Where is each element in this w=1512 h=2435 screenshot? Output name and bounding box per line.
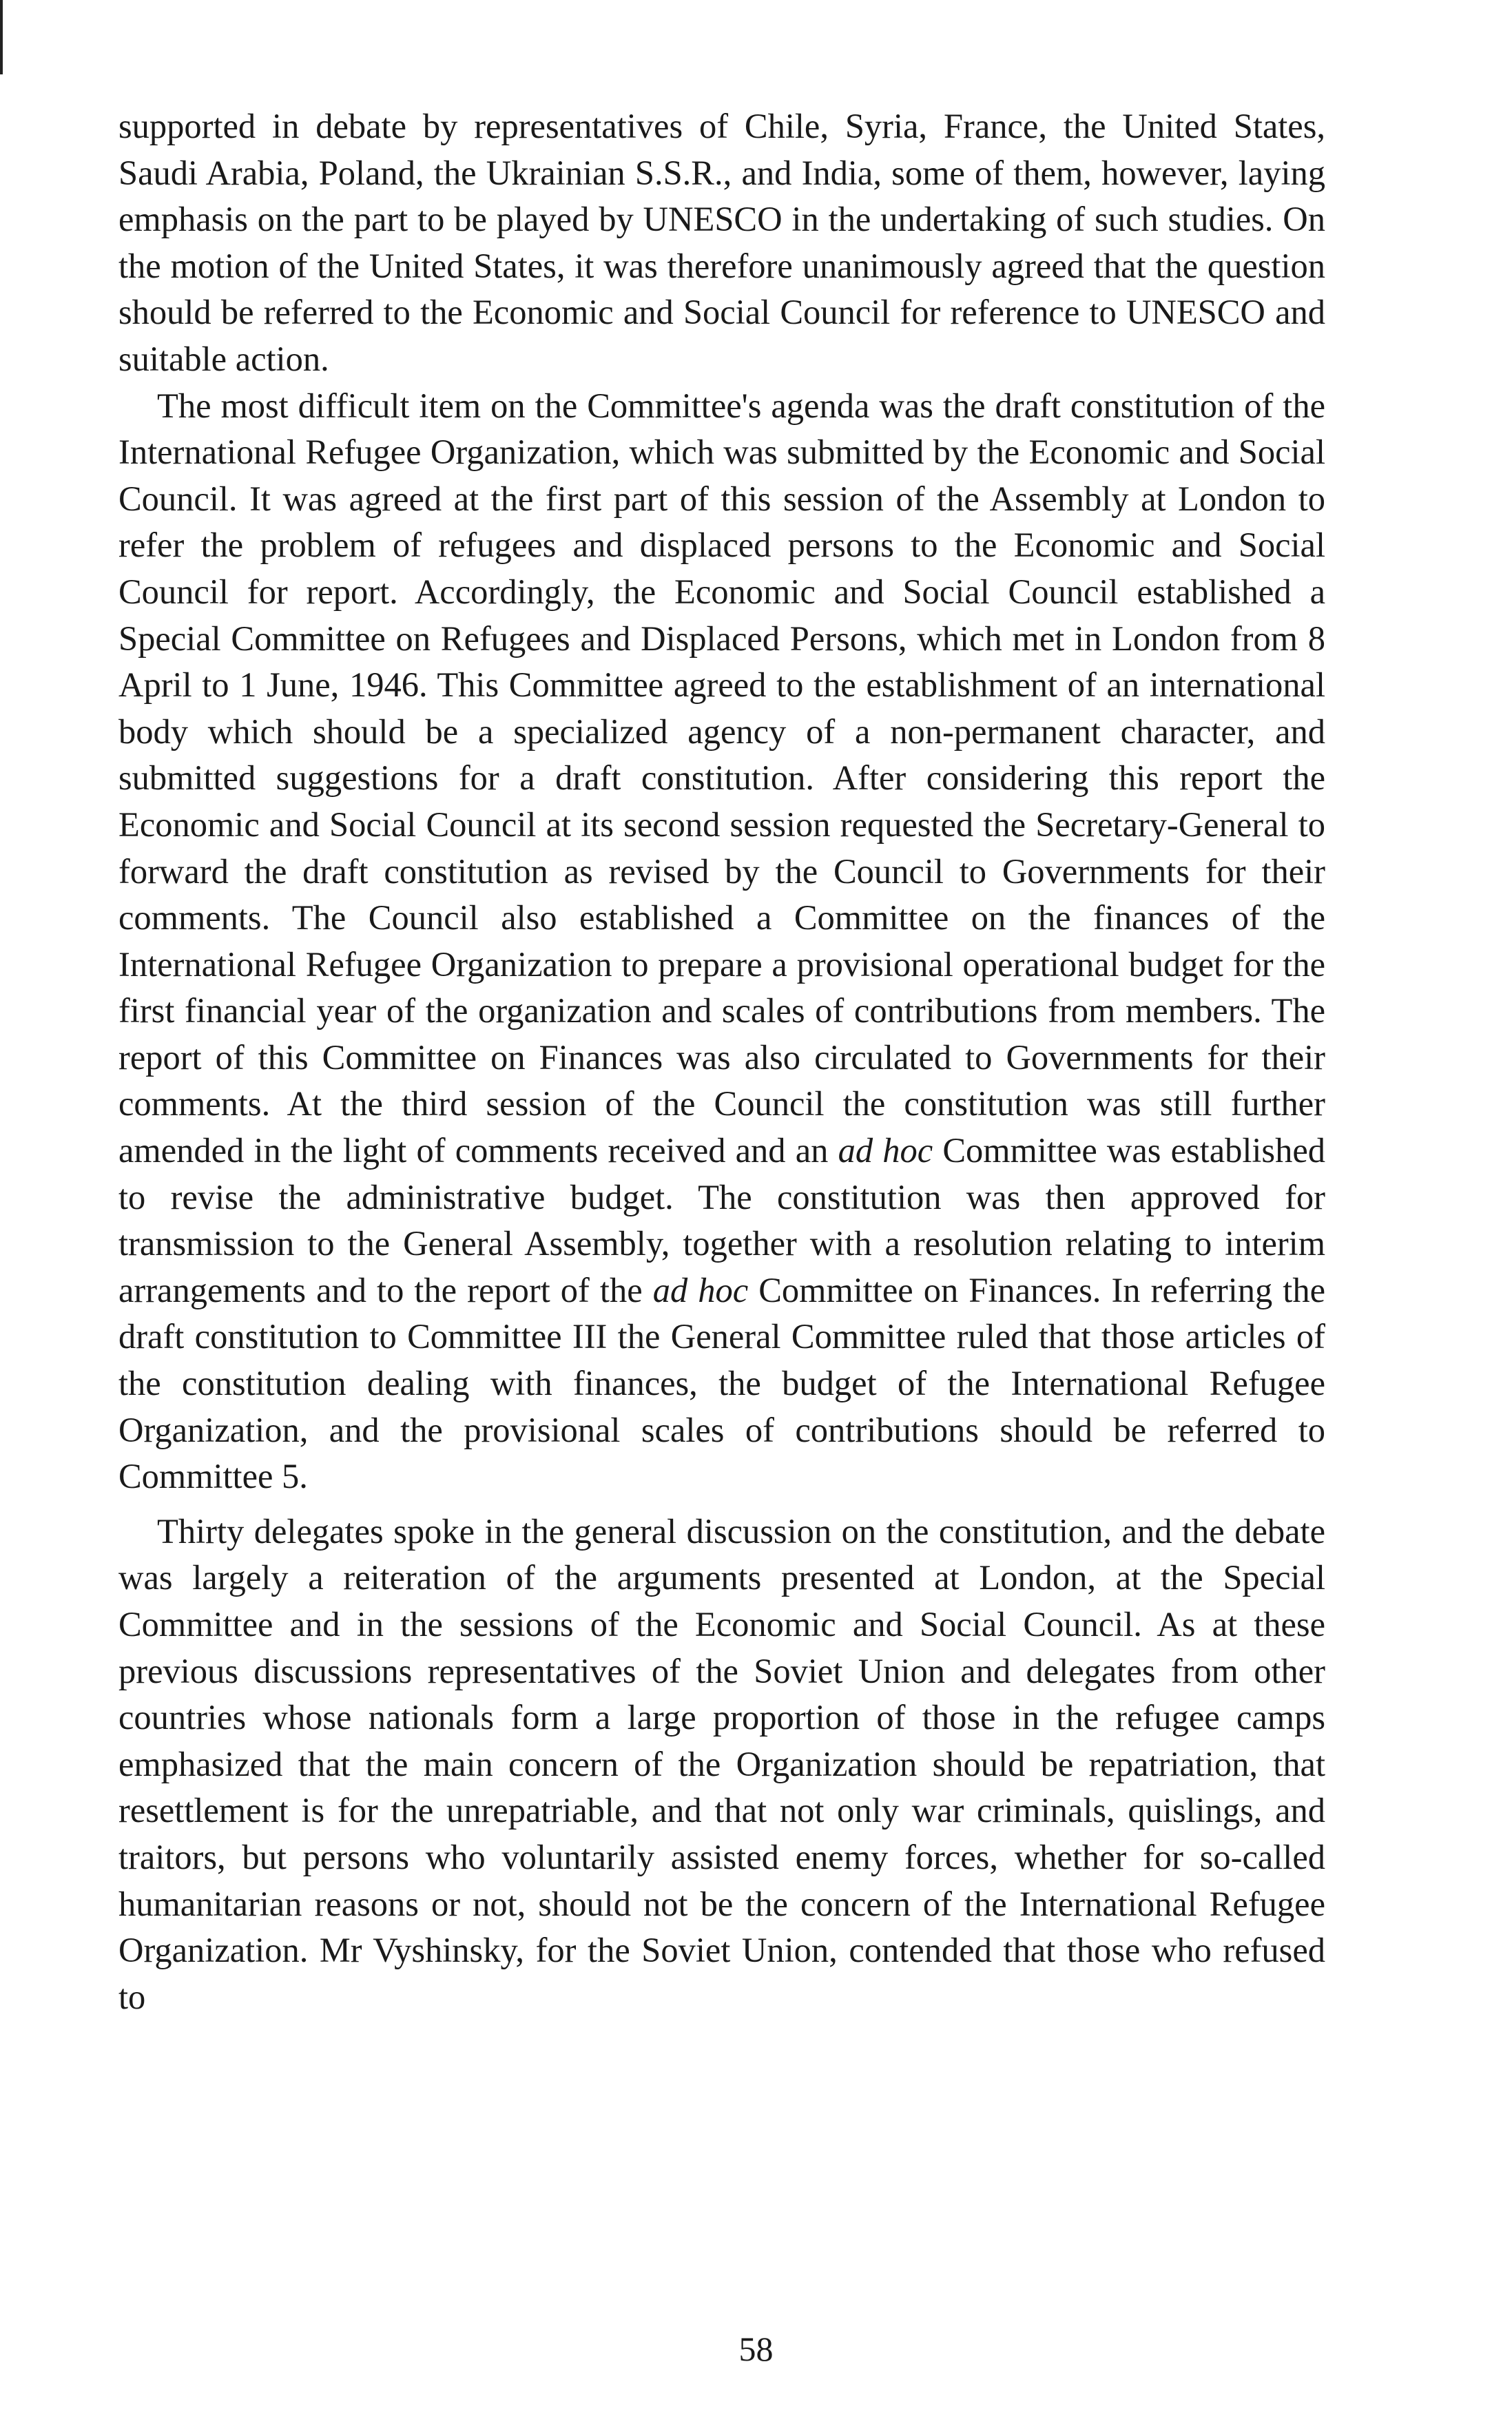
italic-term: ad hoc — [838, 1131, 933, 1170]
paragraph-general-discussion — [118, 1509, 1325, 2021]
text-run: Committee on Finances. In referring the draft constitution to Committee III the General Committee ruled that those articles of the constitution dealing with finances, the budget of the International Refugee Organization, and the provisional scales of contributions should be referred to Committee 5. — [118, 1270, 1325, 1496]
paragraph-continuation — [118, 103, 1325, 383]
text-run: supported in debate by representatives of Chile, Syria, France, the United States, Saudi Arabia, Poland, the Ukrainian S.S.R., and India, some of them, however, laying emphasis on the part to be played by UNESCO in the undertaking of such studies. On the motion of the United States, it was therefore unanimously agreed that the question should be referred to the Economic and Social Council for reference to UNESCO and suitable action. — [118, 107, 1325, 378]
page-body — [118, 103, 1325, 2020]
italic-term: ad hoc — [652, 1270, 749, 1309]
paragraph-iro-constitution — [118, 383, 1325, 1500]
page-number: 58 — [738, 2330, 774, 2368]
text-run: Thirty delegates spoke in the general discussion on the constitution, and the debate was largely a reiteration of the arguments presented at London, at the Special Committee and in the sessions of the Economic and Social Council. As at these previous discussions representatives of the Soviet Union and delegates from other countries whose nationals form a large proportion of those in the refugee camps emphasized that the main concern of the Organization should be repatriation, that resettlement is for the unrepatriable, and that not only war criminals, quislings, and traitors, but persons who voluntarily assisted enemy forces, whether for so-called humanitarian reasons or not, should not be the concern of the International Refugee Organization. Mr Vyshinsky, for the Soviet Union, contended that those who refused to — [118, 1511, 1325, 2016]
page-edge-mark — [0, 0, 3, 74]
text-run: Committee was established to revise the administrative budget. The constitution was then approved for transmission to the General Assembly, together with a resolution relating to interim arrangements and to the report of the — [118, 1131, 1325, 1309]
text-run: The most difficult item on the Committee's agenda was the draft constitution of the International Refugee Organization, which was submitted by the Economic and Social Council. It was agreed at the first part of this session of the Assembly at London to refer the problem of refugees and displaced persons to the Economic and Social Council for report. Accordingly, the Economic and Social Council established a Special Committee on Refugees and Displaced Persons, which met in London from 8 April to 1 June, 1946. This Committee agreed to the establishment of an international body which should be a specialized agency of a non-permanent character, and submitted suggestions for a draft constitution. After considering this report the Economic and Social Council at its second session requested the Secretary-General to forward the draft constitution as revised by the Council to Governments for their comments. The Council also established a Committee on the finances of the International Refugee Organization to prepare a provisional operational budget for the first financial year of the organization and scales of contributions from members. The report of this Committee on Finances was also circulated to Governments for their comments. At the third session of the Council the constitution was still further amended in the light of comments received and an — [118, 386, 1325, 1170]
